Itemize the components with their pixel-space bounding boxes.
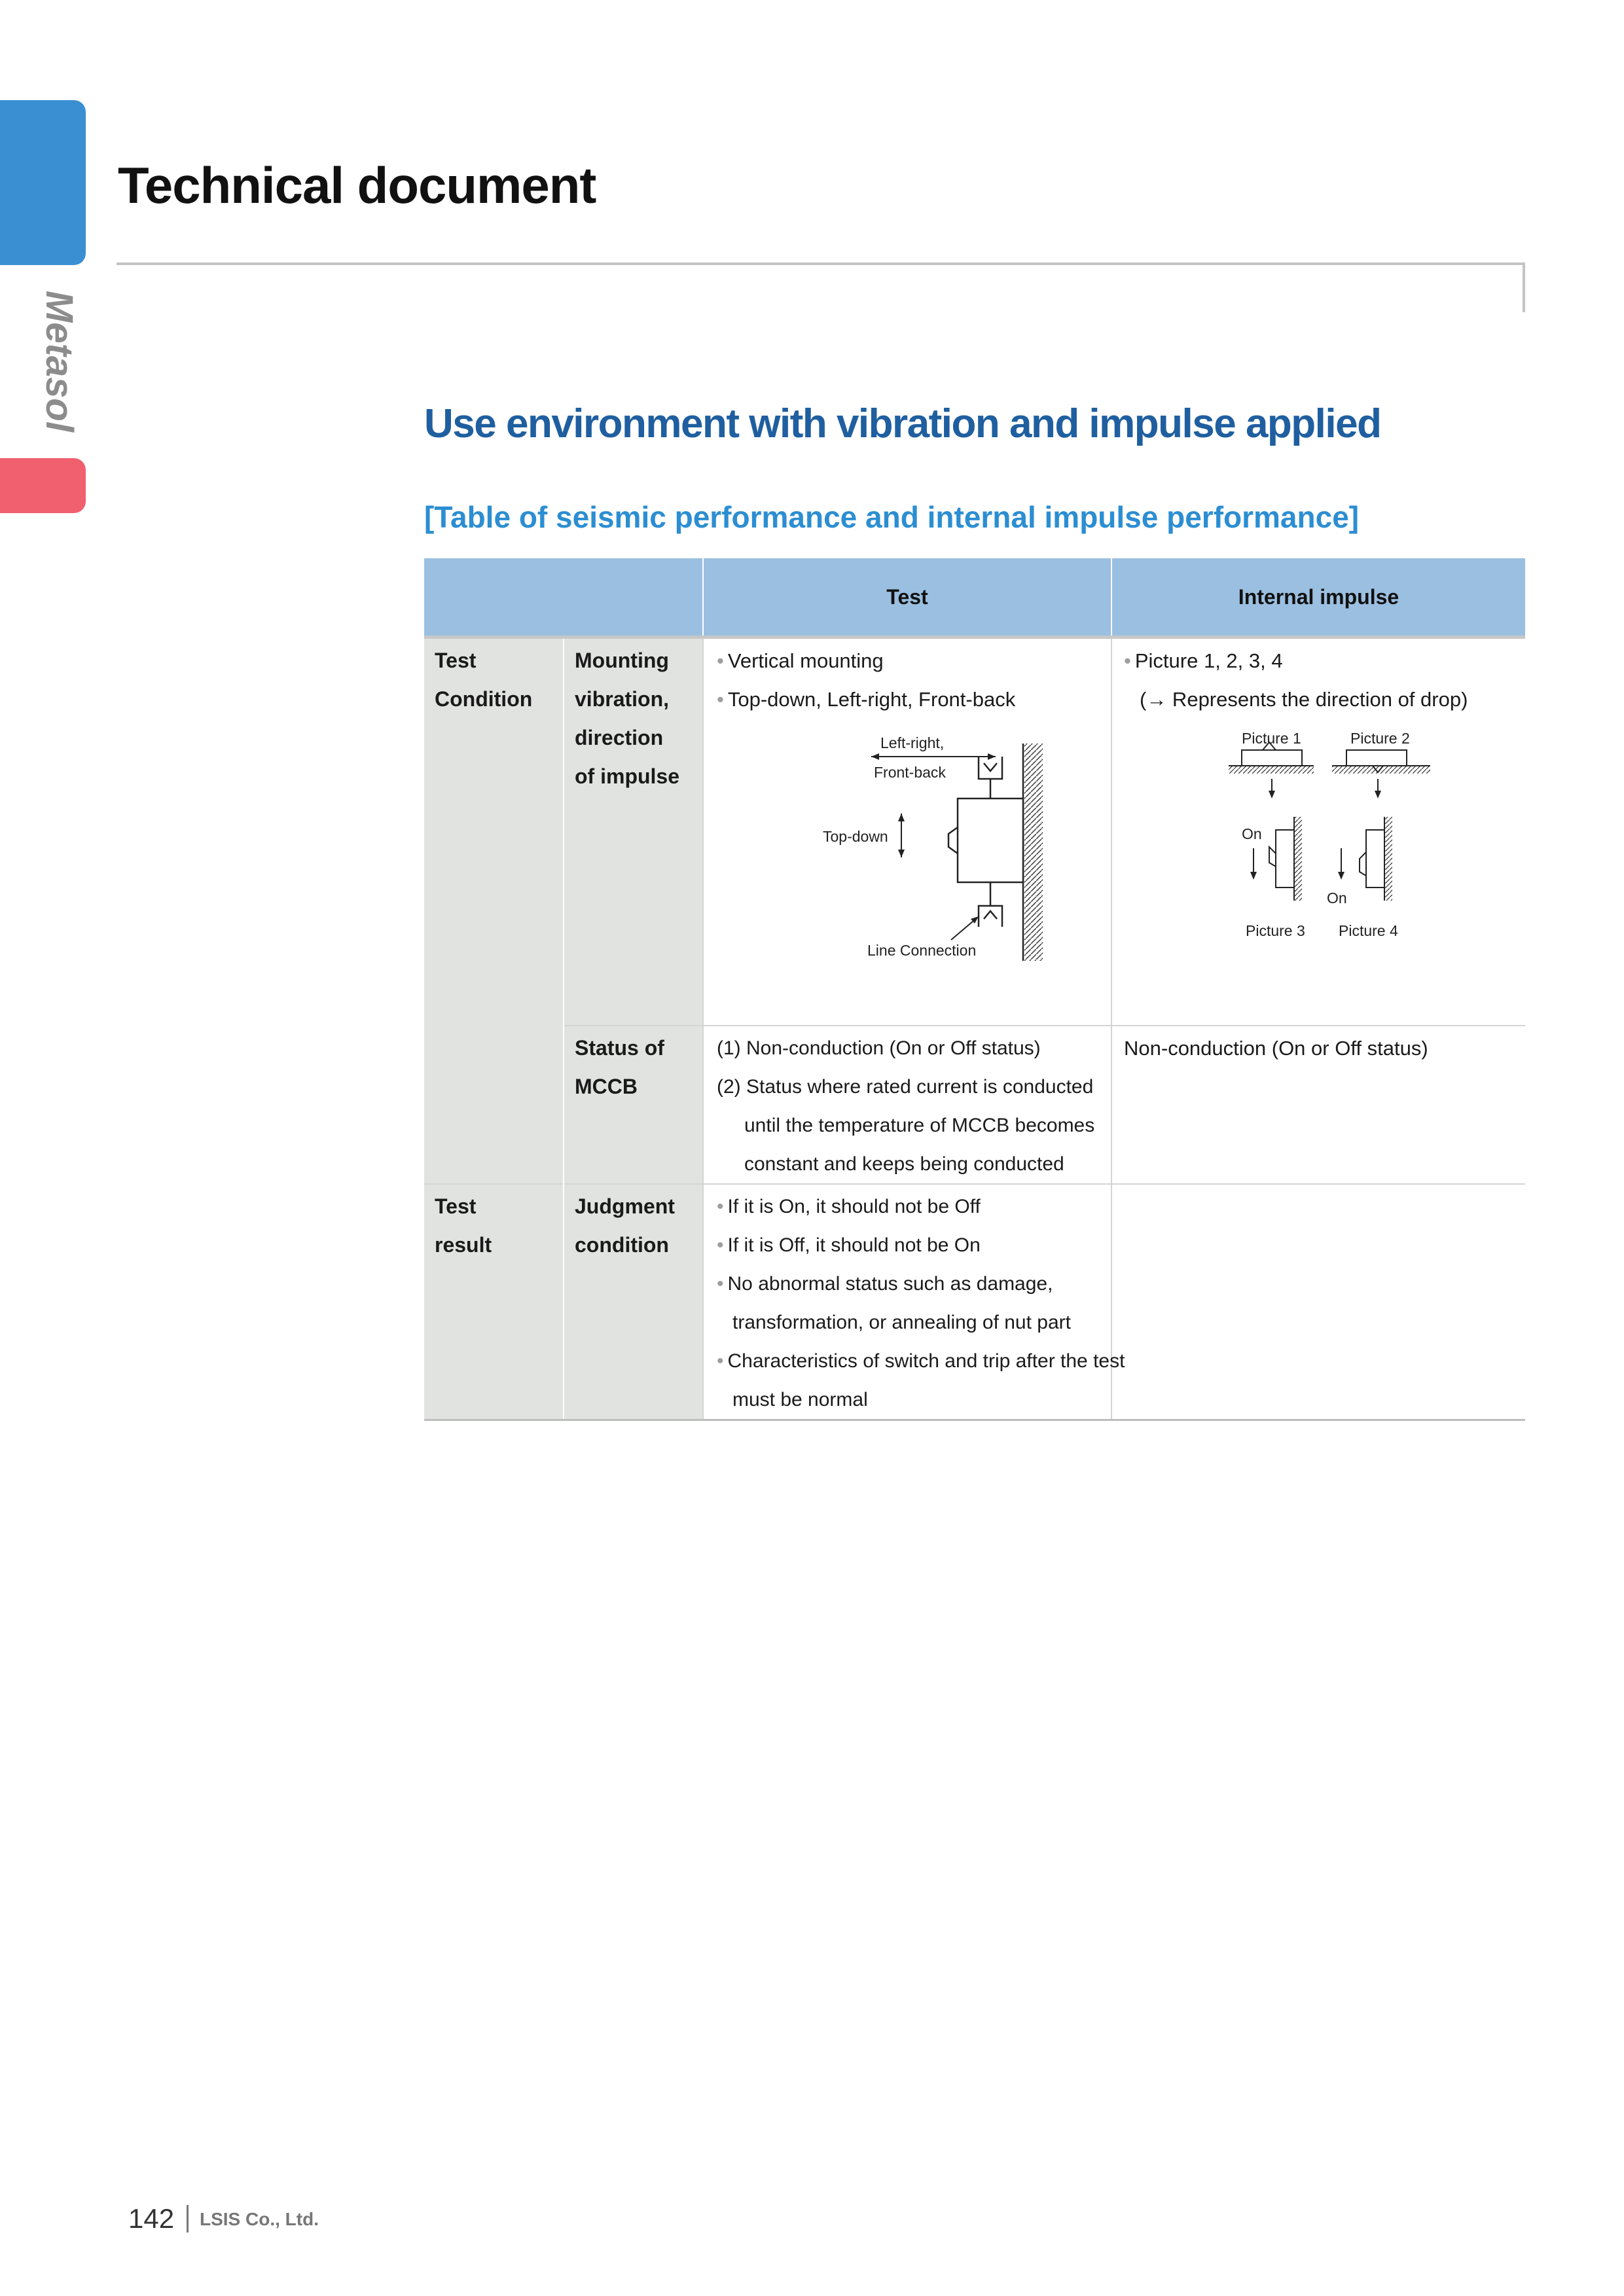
group-cell-test-condition: [424, 637, 564, 1184]
group-cell-test-result: [424, 1184, 564, 1420]
table-row: [424, 1026, 1525, 1184]
wall-hatch: [1024, 744, 1043, 961]
drop-arrowhead: [1250, 872, 1257, 880]
bullet-icon: •: [717, 688, 724, 711]
group-line: Test: [435, 649, 477, 672]
arrowhead-up: [898, 814, 905, 821]
impulse-cell-status: [1111, 1026, 1525, 1184]
breaker-lying: [1242, 750, 1302, 766]
header-rule: [117, 262, 1525, 265]
breaker-mounted: [1366, 830, 1384, 888]
bullet-item: • Top-down, Left-right, Front-back: [717, 688, 1016, 711]
status-line: until the temperature of MCCB becomes: [744, 1114, 1095, 1136]
bullet-icon: •: [717, 1234, 724, 1256]
mounting-direction-figure: [717, 719, 1110, 967]
test-cell-mounting: [703, 637, 1111, 1026]
drop-arrowhead: [1269, 791, 1275, 798]
header-internal-impulse: Internal impulse: [1111, 558, 1525, 637]
page-title: Technical document: [118, 156, 596, 214]
drop-arrowhead: [1375, 791, 1381, 798]
side-tab-label: Metasol: [38, 291, 81, 432]
label-front-back: Front-back: [874, 764, 946, 781]
label-picture-2: Picture 2: [1350, 730, 1410, 747]
group-line: Test: [435, 1194, 477, 1218]
chapter-tab-marker: [0, 458, 86, 513]
bullet-item: • If it is On, it should not be Off: [717, 1195, 981, 1217]
item-line: of impulse: [575, 764, 680, 788]
item-line: Judgment: [575, 1194, 675, 1218]
table-header-row: [424, 558, 1525, 637]
bullet-icon: •: [717, 1272, 724, 1295]
impulse-cell-judgment: [1111, 1184, 1525, 1420]
chapter-tab: [0, 100, 86, 265]
breaker-body: [958, 798, 1023, 882]
status-line: (2) Status where rated current is conducted: [717, 1075, 1094, 1098]
bullet-icon: •: [717, 649, 724, 672]
breaker-lying: [1346, 750, 1407, 766]
footer-divider: [187, 2205, 189, 2233]
item-line: condition: [575, 1232, 669, 1257]
wall-hatch: [1384, 817, 1392, 901]
test-cell-status: [703, 1026, 1111, 1184]
bullet-icon: •: [717, 1350, 724, 1372]
status-line: Non-conduction (On or Off status): [1124, 1036, 1428, 1060]
impulse-pictures-figure: [1124, 719, 1517, 967]
bullet-item: • If it is Off, it should not be On: [717, 1234, 981, 1256]
bullet-item: • Vertical mounting: [717, 649, 884, 672]
bullet-item: • No abnormal status such as damage,: [717, 1272, 1053, 1295]
bullet-item: • Picture 1, 2, 3, 4: [1124, 649, 1283, 672]
performance-table: [424, 558, 1525, 1421]
label-left-right: Left-right,: [880, 734, 945, 751]
test-cell-judgment: [703, 1184, 1125, 1420]
impulse-note: (→ Represents the direction of drop): [1140, 688, 1468, 711]
item-cell-judgment: [564, 1184, 703, 1420]
company-name: LSIS Co., Ltd.: [200, 2209, 319, 2229]
bullet-continuation: must be normal: [732, 1388, 868, 1410]
ground-hatch: [1229, 766, 1314, 774]
arrowhead-right: [988, 753, 996, 760]
breaker-mounted: [1276, 830, 1294, 888]
breaker-handle: [948, 827, 958, 853]
table-row: [424, 1184, 1525, 1420]
bullet-continuation: transformation, or annealing of nut part: [732, 1311, 1071, 1333]
section-title: Use environment with vibration and impulse applied: [424, 401, 1381, 446]
label-picture-4: Picture 4: [1339, 922, 1398, 939]
table-row: [424, 637, 1525, 1026]
item-line: vibration,: [575, 687, 670, 711]
wall-hatch: [1294, 817, 1302, 901]
header-blank-cell: [424, 558, 703, 637]
ground-hatch: [1332, 766, 1430, 774]
item-line: MCCB: [575, 1074, 638, 1098]
item-cell-mounting: [564, 637, 703, 1026]
status-line: (1) Non-conduction (On or Off status): [717, 1037, 1041, 1059]
label-on-4: On: [1327, 889, 1347, 906]
status-line: constant and keeps being conducted: [744, 1153, 1064, 1175]
label-line-connection: Line Connection: [867, 942, 977, 959]
item-line: Mounting: [575, 649, 669, 672]
label-picture-3: Picture 3: [1246, 922, 1305, 939]
group-line: Condition: [435, 687, 533, 711]
top-terminal: [979, 757, 1002, 779]
item-line: direction: [575, 726, 664, 749]
page-number: 142: [128, 2203, 175, 2234]
header-test: Test: [703, 558, 1111, 637]
drop-arrowhead: [1338, 872, 1344, 880]
bottom-terminal: [979, 906, 1002, 927]
label-on-3: On: [1242, 825, 1262, 842]
label-picture-1: Picture 1: [1242, 730, 1301, 747]
group-line: result: [435, 1232, 492, 1257]
breaker-handle: [1360, 852, 1366, 876]
header-rule-end: [1523, 262, 1525, 312]
impulse-cell-mounting: [1111, 637, 1525, 1026]
bullet-item: • Characteristics of switch and trip after the test: [717, 1350, 1125, 1372]
label-top-down: Top-down: [823, 828, 888, 845]
breaker-handle: [1269, 847, 1276, 867]
table-title: [Table of seismic performance and internal impulse performance]: [424, 500, 1360, 534]
item-cell-status: [564, 1026, 703, 1184]
arrowhead-down: [898, 850, 905, 857]
bullet-icon: •: [717, 1195, 724, 1217]
arrowhead-left: [871, 753, 879, 760]
bullet-icon: •: [1124, 649, 1131, 672]
item-line: Status of: [575, 1035, 664, 1060]
